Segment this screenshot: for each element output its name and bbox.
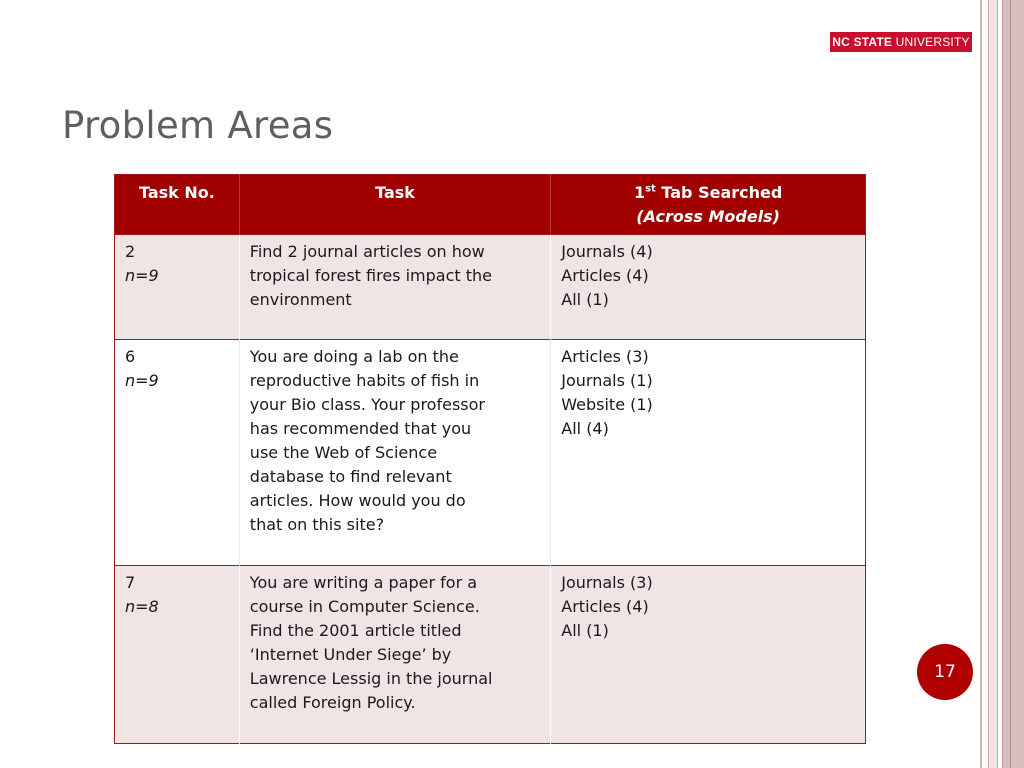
task-line: your Bio class. Your professor [249,395,485,414]
tab-entry: Articles (3) [561,347,649,366]
task-no-cell [115,566,240,744]
logo-text: UNIVERSITY [895,35,970,49]
decorative-stripe [1010,0,1011,768]
decorative-stripe [988,0,998,768]
task-cell [239,235,550,340]
task-line: environment [249,290,352,309]
sample-size: n=8 [125,597,159,616]
task-no-cell [115,340,240,566]
logo-bold-text: NC STATE [832,35,893,49]
task-cell [239,340,550,566]
decorative-stripe [1002,0,1024,768]
task-number: 6 [125,347,136,366]
tab-entry: Articles (4) [561,597,649,616]
sample-size: n=9 [125,371,159,390]
task-line: tropical forest fires impact the [249,266,492,285]
task-line: database to find relevant [249,467,452,486]
task-line: use the Web of Science [249,443,438,462]
task-line: course in Computer Science. [249,597,480,616]
page-number-badge: 17 [917,644,973,700]
table-header-row [115,175,866,235]
task-line: ‘Internet Under Siege’ by [249,645,452,664]
task-line: articles. How would you do [249,491,466,510]
task-line: You are writing a paper for a [249,573,478,592]
tabs-cell [551,566,866,744]
header-tab-searched [551,175,866,235]
header-tab-sup: st [645,183,656,195]
tab-entry: Website (1) [561,395,653,414]
tab-entry: Journals (1) [561,371,653,390]
problem-areas-table [114,174,866,744]
task-cell [239,566,550,744]
task-line: Find 2 journal articles on how [249,242,485,261]
task-line: Find the 2001 article titled [249,621,462,640]
task-line: Lawrence Lessig in the journal [249,669,493,688]
page-title: Problem Areas [62,104,334,147]
task-line: has recommended that you [249,419,472,438]
task-line: that on this site? [249,515,385,534]
header-task-no: Task No. [115,175,240,235]
tab-entry: Journals (4) [561,242,653,261]
header-tab-sub: (Across Models) [636,207,780,226]
task-no-cell [115,235,240,340]
table-row [115,340,866,566]
tab-entry: All (1) [561,290,609,309]
task-number: 2 [125,242,136,261]
task-number: 7 [125,573,136,592]
sample-size: n=9 [125,266,159,285]
tab-entry: Articles (4) [561,266,649,285]
tab-entry: Journals (3) [561,573,653,592]
tabs-cell [551,235,866,340]
tab-entry: All (1) [561,621,609,640]
tab-entry: All (4) [561,419,609,438]
decorative-stripe [980,0,982,768]
nc-state-logo [830,32,972,52]
header-tab-prefix: 1 [633,183,646,202]
task-line: You are doing a lab on the [249,347,459,366]
header-task: Task [239,175,550,235]
header-tab-suffix: Tab Searched [655,183,783,202]
task-line: called Foreign Policy. [249,693,416,712]
tabs-cell [551,340,866,566]
table-row [115,566,866,744]
task-line: reproductive habits of fish in [249,371,480,390]
table-row [115,235,866,340]
